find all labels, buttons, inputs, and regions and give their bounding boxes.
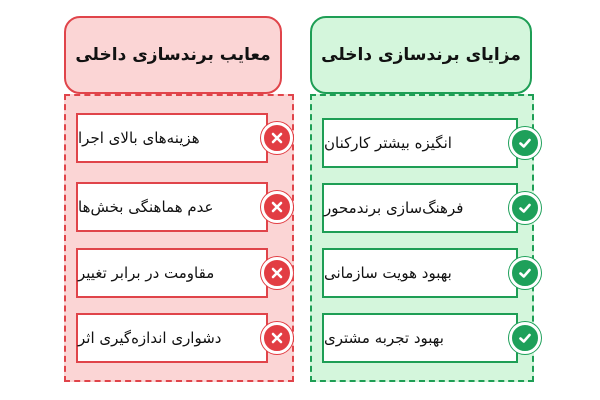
x-circle-icon	[261, 122, 293, 154]
check-circle-icon	[509, 127, 541, 159]
pros-title: مزایای برندسازی داخلی	[321, 45, 521, 65]
cons-title: معایب برندسازی داخلی	[75, 45, 271, 65]
pros-item	[322, 313, 518, 363]
pros-item	[322, 118, 518, 168]
pros-header	[310, 16, 532, 94]
cons-item-label: مقاومت در برابر تغییر	[78, 264, 215, 282]
pros-item-label: انگیزه بیشتر کارکنان	[324, 134, 452, 152]
cons-item-label: عدم هماهنگی بخش‌ها	[78, 198, 214, 216]
x-circle-icon	[261, 322, 293, 354]
pros-item-label: بهبود هویت سازمانی	[324, 264, 452, 282]
x-circle-icon	[261, 257, 293, 289]
check-circle-icon	[509, 322, 541, 354]
pros-item-label: بهبود تجربه مشتری	[324, 329, 444, 347]
pros-item-label: فرهنگ‌سازی برندمحور	[324, 199, 464, 217]
check-circle-icon	[509, 192, 541, 224]
pros-item	[322, 248, 518, 298]
check-circle-icon	[509, 257, 541, 289]
cons-item	[76, 248, 268, 298]
cons-item-label: دشواری اندازه‌گیری اثر	[78, 329, 222, 347]
cons-item-label: هزینه‌های بالای اجرا	[78, 129, 200, 147]
cons-item	[76, 313, 268, 363]
pros-item	[322, 183, 518, 233]
cons-header	[64, 16, 282, 94]
cons-item	[76, 182, 268, 232]
cons-item	[76, 113, 268, 163]
x-circle-icon	[261, 191, 293, 223]
